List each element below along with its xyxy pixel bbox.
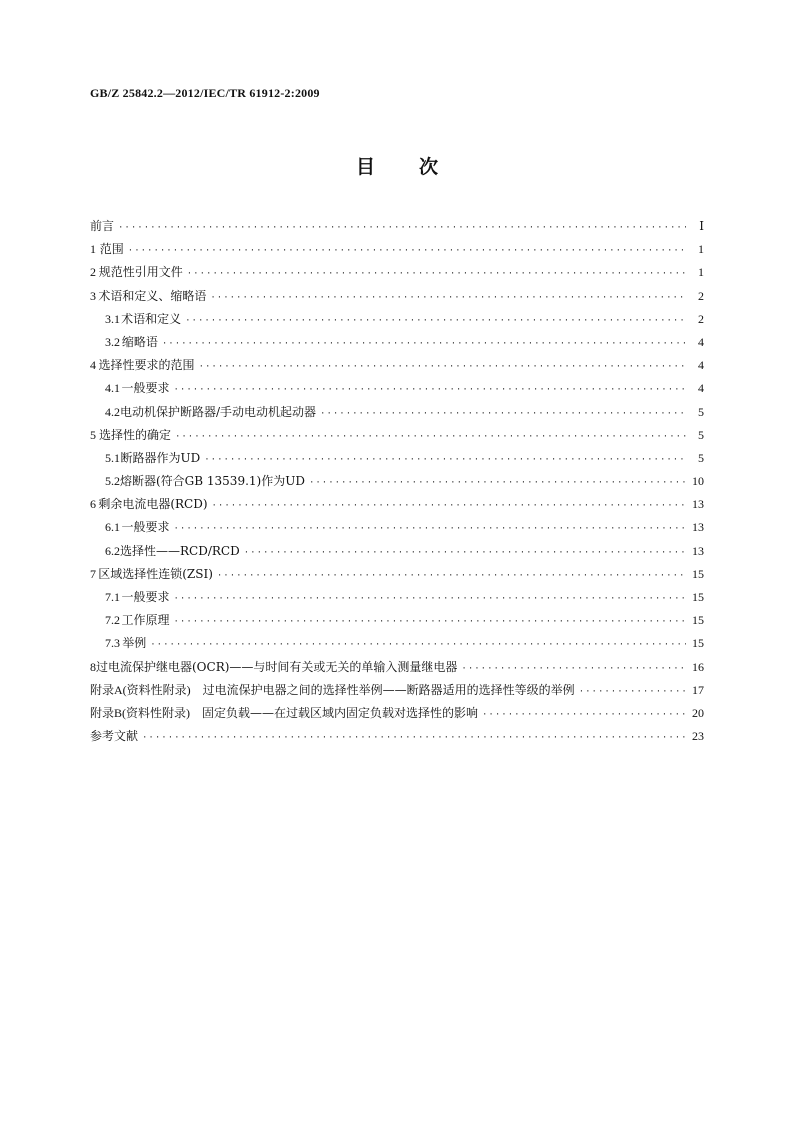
toc-page-number: 15 xyxy=(692,590,704,604)
toc-label: 术语和定义、缩略语 xyxy=(98,288,207,303)
dot-leader xyxy=(217,565,686,588)
dot-leader xyxy=(142,727,686,750)
toc-label: 电动机保护断路器/手动电动机起动器 xyxy=(120,404,317,419)
toc-entry[interactable] xyxy=(90,679,704,702)
dot-leader xyxy=(210,287,686,310)
toc-page-number: 1 xyxy=(698,265,704,280)
toc-label: 剩余电流电器(RCD) xyxy=(98,497,208,512)
toc-entry[interactable] xyxy=(90,331,704,354)
toc-number: 8 xyxy=(90,659,96,674)
toc-number: 3.1 xyxy=(105,311,120,326)
dot-leader xyxy=(244,542,686,565)
dot-leader xyxy=(173,518,686,541)
toc-label: 规范性引用文件 xyxy=(98,265,183,280)
toc-page-number: 4 xyxy=(698,381,704,396)
toc-number: 6 xyxy=(90,497,96,512)
toc-entry[interactable] xyxy=(90,215,704,238)
toc-page-number: 10 xyxy=(692,474,704,489)
toc-entry[interactable] xyxy=(90,354,704,377)
dot-leader xyxy=(187,263,686,286)
toc-page-number: 4 xyxy=(698,358,704,373)
toc-number: 3 xyxy=(90,288,96,303)
dot-leader xyxy=(150,634,686,657)
toc-page-number: 5 xyxy=(698,427,704,442)
toc-page-number: 15 xyxy=(692,613,704,628)
toc-entry[interactable] xyxy=(90,702,704,725)
dot-leader xyxy=(128,240,686,263)
toc-page-number: 5 xyxy=(698,404,704,419)
toc-label: 一般要求 xyxy=(121,520,170,535)
dot-leader xyxy=(185,310,686,333)
title-char-1: 目 xyxy=(355,156,375,178)
toc-number: 3.2 xyxy=(105,334,120,349)
table-of-contents xyxy=(90,215,704,748)
toc-label: 范围 xyxy=(99,242,124,257)
toc-entry[interactable] xyxy=(90,401,704,424)
toc-page-number: 23 xyxy=(692,729,704,744)
toc-entry[interactable] xyxy=(90,424,704,447)
toc-entry[interactable] xyxy=(90,656,704,679)
toc-label: 缩略语 xyxy=(121,334,158,349)
dot-leader xyxy=(579,681,686,704)
toc-number: 6.2 xyxy=(105,543,120,558)
dot-leader xyxy=(162,333,686,356)
toc-number: 5 xyxy=(90,427,96,442)
dot-leader xyxy=(482,704,686,727)
toc-number: 2 xyxy=(90,265,96,280)
dot-leader xyxy=(212,495,686,518)
toc-number: 附录B(资料性附录) xyxy=(90,705,190,720)
toc-label: 选择性——RCD/RCD xyxy=(120,543,240,558)
toc-number: 附录A(资料性附录) xyxy=(90,682,191,697)
toc-entry[interactable] xyxy=(90,516,704,539)
toc-number: 7.3 xyxy=(105,636,120,651)
toc-number: 4.2 xyxy=(105,404,120,419)
toc-page-number: 17 xyxy=(692,682,704,697)
toc-entry[interactable] xyxy=(90,238,704,261)
toc-label: 举例 xyxy=(122,636,147,651)
toc-entry[interactable] xyxy=(90,261,704,284)
toc-page-number: 15 xyxy=(692,566,704,581)
toc-label: 一般要求 xyxy=(121,381,170,396)
toc-page-number: 13 xyxy=(692,520,704,535)
toc-page-number: 13 xyxy=(692,543,704,558)
dot-leader xyxy=(320,403,686,426)
toc-entry[interactable] xyxy=(90,586,704,609)
toc-page-number: 13 xyxy=(692,497,704,512)
toc-label: 工作原理 xyxy=(121,613,170,628)
toc-label: 区域选择性连锁(ZSI) xyxy=(98,566,213,581)
toc-label: 断路器作为UD xyxy=(120,450,201,465)
toc-entry[interactable] xyxy=(90,285,704,308)
dot-leader xyxy=(118,217,686,240)
toc-entry[interactable] xyxy=(90,377,704,400)
document-header: GB/Z 25842.2—2012/IEC/TR 61912-2:2009 xyxy=(90,86,320,100)
dot-leader xyxy=(309,472,686,495)
toc-number: 5.2 xyxy=(105,474,120,489)
dot-leader xyxy=(461,658,686,681)
toc-label: 前言 xyxy=(90,219,115,233)
toc-page-number: Ⅰ xyxy=(699,219,704,233)
toc-page-number: 1 xyxy=(698,242,704,257)
toc-number: 7.1 xyxy=(105,590,120,604)
dot-leader xyxy=(175,426,686,449)
toc-entry[interactable] xyxy=(90,447,704,470)
toc-entry[interactable] xyxy=(90,308,704,331)
toc-number: 4.1 xyxy=(105,381,120,396)
toc-page-number: 15 xyxy=(692,636,704,651)
dot-leader xyxy=(173,588,686,611)
toc-page-number: 2 xyxy=(698,311,704,326)
toc-label: 选择性要求的范围 xyxy=(98,358,195,373)
toc-label: 过电流保护电器之间的选择性举例——断路器适用的选择性等级的举例 xyxy=(202,682,575,697)
toc-entry[interactable] xyxy=(90,632,704,655)
title-char-2: 次 xyxy=(419,156,439,178)
toc-label: 术语和定义 xyxy=(121,311,182,326)
toc-label: 过电流保护继电器(OCR)——与时间有关或无关的单输入测量继电器 xyxy=(96,659,458,674)
toc-number: 7 xyxy=(90,566,96,581)
dot-leader xyxy=(173,379,686,402)
toc-number: 1 xyxy=(90,242,96,257)
dot-leader xyxy=(173,611,686,634)
toc-page-number: 20 xyxy=(692,705,704,720)
toc-number: 7.2 xyxy=(105,613,120,628)
page-title xyxy=(0,152,794,179)
toc-number: 4 xyxy=(90,358,96,373)
toc-page-number: 2 xyxy=(698,288,704,303)
toc-label: 熔断器(符合GB 13539.1)作为UD xyxy=(120,474,305,489)
toc-number: 5.1 xyxy=(105,450,120,465)
toc-page-number: 5 xyxy=(698,450,704,465)
toc-entry[interactable] xyxy=(90,609,704,632)
toc-label: 一般要求 xyxy=(121,590,170,604)
toc-entry[interactable] xyxy=(90,470,704,493)
toc-label: 参考文献 xyxy=(90,729,139,744)
toc-page-number: 16 xyxy=(692,659,704,674)
dot-leader xyxy=(199,356,686,379)
toc-page-number: 4 xyxy=(698,334,704,349)
toc-entry[interactable] xyxy=(90,563,704,586)
toc-entry[interactable] xyxy=(90,540,704,563)
toc-entry[interactable] xyxy=(90,725,704,748)
toc-entry[interactable] xyxy=(90,493,704,516)
toc-number: 6.1 xyxy=(105,520,120,535)
toc-label: 选择性的确定 xyxy=(98,427,171,442)
dot-leader xyxy=(204,449,686,472)
toc-label: 固定负载——在过载区域内固定负载对选择性的影响 xyxy=(202,705,479,720)
